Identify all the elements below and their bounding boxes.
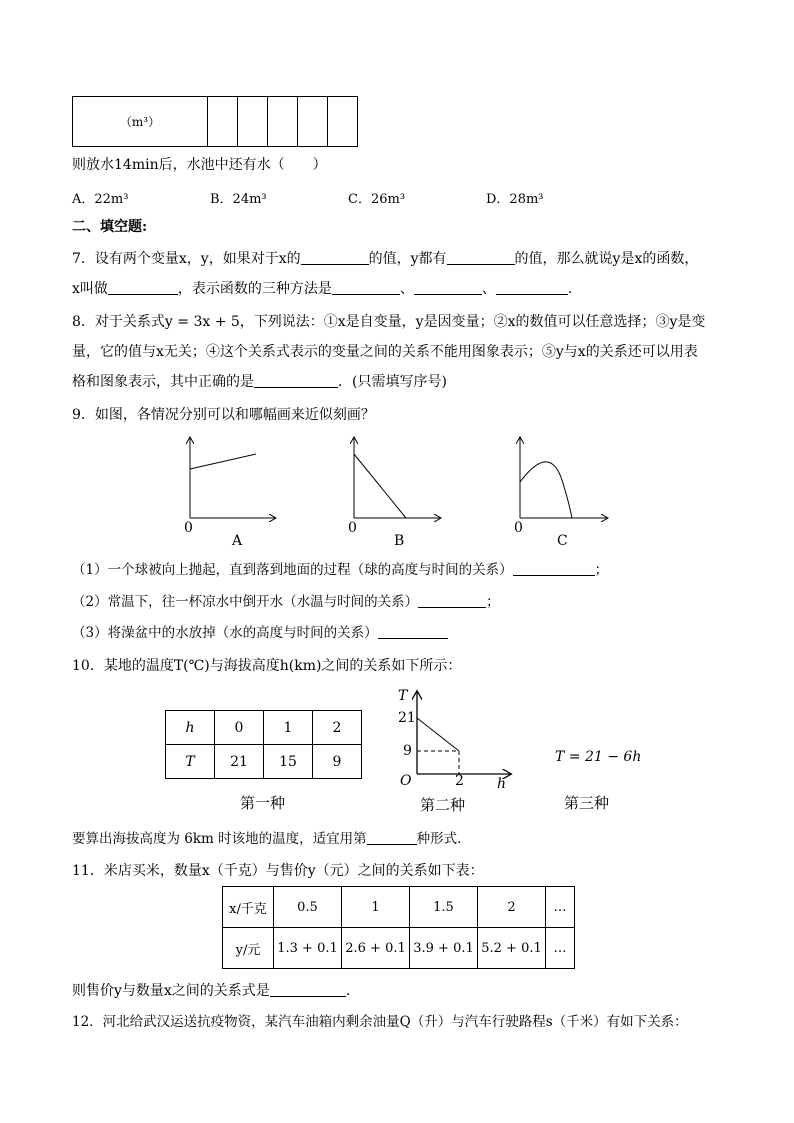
q7-line2 — [72, 280, 572, 298]
answer-blank[interactable] — [378, 624, 448, 639]
graph-c-origin: 0 — [514, 520, 523, 536]
q11-answer — [72, 982, 350, 1000]
q10-graph-x-tick: 2 — [455, 773, 464, 789]
q10-question — [72, 830, 471, 848]
q10-graph-y-top: 21 — [398, 710, 416, 726]
q7-sep: 、 — [481, 281, 496, 297]
graph-c — [520, 438, 607, 518]
graph-a-origin: 0 — [184, 520, 193, 536]
answer-blank[interactable] — [332, 280, 400, 295]
q9-text: （1）一个球被向上抛起，直到落到地面的过程（球的高度与时间的关系） — [72, 562, 513, 578]
q8-line1: 8．对于关系式y = 3x + 5，下列说法：①x是自变量，y是因变量；②x的数值可以任意选择；③y是变 — [72, 314, 706, 330]
q10-cell: 15 — [264, 745, 313, 779]
q7-text: ，表示函数的三种方法是 — [177, 281, 332, 297]
q8-text: 格和图象表示，其中正确的是 — [72, 374, 254, 390]
q11-cell: … — [546, 928, 575, 969]
q10-graph — [388, 688, 548, 798]
q10-graph-origin: O — [400, 773, 412, 789]
graph-a-label: A — [232, 533, 243, 549]
caption-third: 第三种 — [564, 794, 610, 812]
empty-cell — [328, 97, 358, 147]
section-heading: 二、填空题: — [72, 219, 148, 235]
q9-item-2 — [72, 593, 500, 611]
answer-blank[interactable] — [513, 561, 595, 576]
answer-blank[interactable] — [447, 250, 515, 265]
q10-cell: 0 — [215, 711, 264, 745]
answer-blank[interactable] — [414, 280, 482, 295]
q10-cell: 2 — [313, 711, 362, 745]
caption-first: 第一种 — [240, 794, 286, 812]
q10-graph-line — [417, 718, 459, 751]
empty-cell — [238, 97, 268, 147]
q7-sep: 、 — [399, 281, 414, 297]
answer-blank[interactable] — [301, 250, 369, 265]
q11-header-cell: 0.5 — [274, 887, 342, 928]
answer-blank[interactable] — [270, 982, 346, 997]
q7-text: 7．设有两个变量x，y，如果对于x的 — [72, 251, 301, 267]
q9-item-1 — [72, 561, 608, 579]
q11-cell: y/元 — [223, 928, 274, 969]
q10-cell: T — [166, 745, 215, 779]
answer-blank[interactable] — [254, 373, 338, 388]
q9-end: ； — [594, 562, 609, 578]
graph-a-line — [190, 454, 256, 469]
unit-cell: （m³） — [73, 97, 208, 147]
q6-option-d: D．28m³ — [486, 192, 544, 207]
empty-cell — [208, 97, 238, 147]
q6-option-b: B．24m³ — [210, 192, 267, 207]
q12-text: 12．河北给武汉运送抗疫物资，某汽车油箱内剩余油量Q（升）与汽车行驶路程s（千米）有如下关系： — [72, 1014, 688, 1030]
answer-blank[interactable] — [418, 593, 486, 608]
q10-cell: h — [166, 711, 215, 745]
q7-end: . — [567, 281, 573, 297]
q11-header-cell: 1 — [342, 887, 410, 928]
q10-text: 种形式． — [416, 831, 471, 847]
q9-text: （2）常温下，往一杯凉水中倒开水（水温与时间的关系） — [72, 594, 419, 610]
q11-cell: 2.6 + 0.1 — [342, 928, 410, 969]
answer-blank[interactable] — [367, 830, 417, 845]
graph-b-line — [354, 454, 406, 518]
q10-graph-h-axis: h — [497, 776, 507, 792]
q10-formula: T = 21 − 6h — [555, 749, 642, 765]
q7-text: 的值，y都有 — [368, 251, 447, 267]
q7-line1 — [72, 250, 698, 268]
graph-b-origin: 0 — [348, 520, 357, 536]
q11-cell: 5.2 + 0.1 — [478, 928, 546, 969]
q8-text: ．(只需填写序号) — [338, 374, 447, 390]
q10-title: 10．某地的温度T(℃)与海拔高度h(km)之间的关系如下所示： — [72, 658, 462, 674]
q10-graph-t-axis: T — [398, 688, 408, 704]
caption-second: 第二种 — [420, 796, 466, 814]
empty-cell — [268, 97, 298, 147]
q11-header-cell: x/千克 — [223, 887, 274, 928]
q9-end: ； — [486, 594, 500, 610]
q11-header-cell: … — [546, 887, 575, 928]
q9-title: 9．如图，各情况分别可以和哪幅画来近似刻画？ — [72, 407, 375, 423]
q11-cell: 3.9 + 0.1 — [410, 928, 478, 969]
q8-line2: 量，它的值与x无关；④这个关系式表示的变量之间的关系不能用图象表示；⑤y与x的关系还可以用表 — [72, 344, 698, 360]
graph-c-label: C — [557, 533, 568, 549]
q10-cell: 1 — [264, 711, 313, 745]
q11-header-cell: 2 — [478, 887, 546, 928]
q7-text: 的值，那么就说y是x的函数， — [514, 251, 699, 267]
graph-c-curve — [520, 462, 572, 518]
q6-option-a: A．22m³ — [72, 192, 129, 207]
q11-text: . — [345, 983, 351, 999]
answer-blank[interactable] — [496, 280, 568, 295]
q11-title: 11．米店买米，数量x（千克）与售价y（元）之间的关系如下表： — [72, 863, 484, 879]
q10-text: 要算出海拔高度为 6km 时该地的温度，适宜用第 — [72, 831, 367, 847]
top-table — [72, 96, 358, 147]
graph-a — [190, 438, 275, 518]
q11-text: 则售价y与数量x之间的关系式是 — [72, 983, 270, 999]
q6-option-c: C．26m³ — [348, 192, 406, 207]
q6-tail: 则放水14min后，水池中还有水（ ） — [72, 157, 327, 173]
q7-text: x叫做 — [72, 281, 108, 297]
q11-table — [222, 886, 575, 969]
q10-table — [165, 710, 362, 779]
q8-line3 — [72, 373, 447, 391]
q9-text: （3）将澡盆中的水放掉（水的高度与时间的关系） — [72, 625, 378, 641]
graph-b-label: B — [394, 533, 405, 549]
q9-item-3 — [72, 624, 448, 642]
answer-blank[interactable] — [108, 280, 178, 295]
q11-cell: 1.3 + 0.1 — [274, 928, 342, 969]
q11-header-cell: 1.5 — [410, 887, 478, 928]
empty-cell — [298, 97, 328, 147]
q10-cell: 9 — [313, 745, 362, 779]
graph-b — [354, 438, 440, 518]
q10-cell: 21 — [215, 745, 264, 779]
q10-graph-y-mid: 9 — [403, 743, 412, 759]
